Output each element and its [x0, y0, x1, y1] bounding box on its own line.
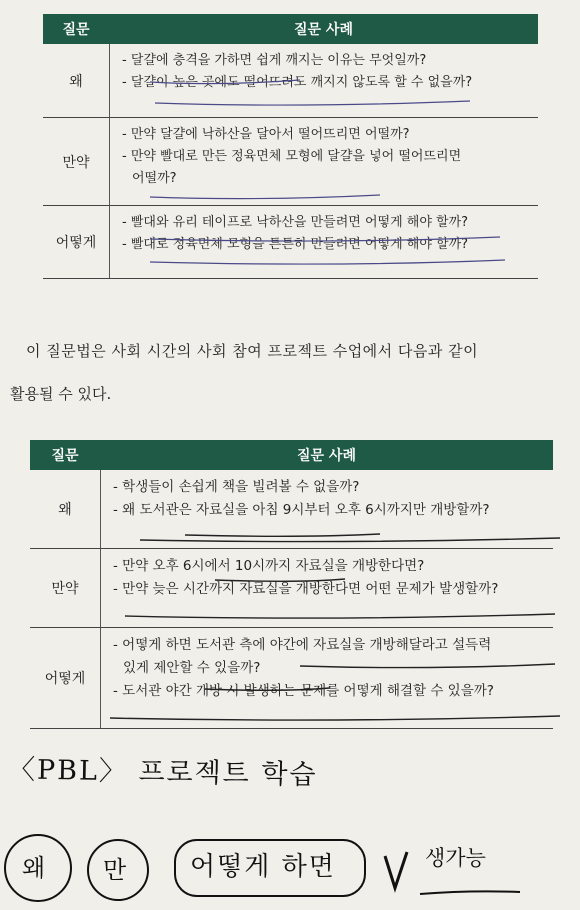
handwritten-note-pbl: 〈PBL〉 프로젝트 학습 — [7, 754, 318, 791]
handwritten-item: 만 — [103, 856, 127, 884]
question-type: 어떻게 — [43, 206, 110, 278]
example-line: - 만약 오후 6시에서 10시까지 자료실을 개방한다면? — [113, 558, 425, 574]
header-examples: 질문 사례 — [297, 448, 356, 464]
paragraph-line: 활용될 수 있다. — [10, 385, 112, 403]
header-examples: 질문 사례 — [294, 22, 353, 38]
example-line: - 달걀이 높은 곳에도 떨어뜨려도 깨지지 않도록 할 수 없을까? — [122, 75, 473, 90]
question-type: 만약 — [30, 549, 101, 627]
handwritten-item: 어떻게 하면 — [190, 852, 336, 882]
example-line: - 만약 늦은 시간까지 자료실을 개방한다면 어떤 문제가 발생할까? — [113, 581, 499, 597]
example-line: - 만약 달걀에 낙하산을 달아서 떨어뜨리면 어떨까? — [122, 127, 410, 142]
paragraph-line: 이 질문법은 사회 시간의 사회 참여 프로젝트 수업에서 다음과 같이 — [26, 342, 479, 360]
handwritten-item: 생가능 — [425, 846, 486, 870]
example-line: - 만약 빨대로 만든 정육면체 모형에 달걀을 넣어 떨어뜨리면 — [122, 149, 462, 164]
example-line: - 빨대로 정육면체 모형을 튼튼히 만들려면 어떻게 해야 할까? — [122, 237, 469, 252]
pencil-underlines-1 — [0, 0, 580, 300]
table-header — [30, 440, 553, 470]
question-type: 어떻게 — [30, 628, 101, 728]
question-type: 왜 — [30, 470, 101, 548]
handwritten-item: 왜 — [22, 854, 46, 882]
example-line: - 왜 도서관은 자료실을 아침 9시부터 오후 6시까지만 개방할까? — [113, 502, 490, 518]
header-question: 질문 — [51, 448, 79, 464]
question-type: 만약 — [43, 118, 110, 205]
example-line: 어떨까? — [132, 171, 177, 186]
example-line: - 도서관 야간 개방 시 발생하는 문제를 어떻게 해결할 수 있을까? — [113, 683, 494, 699]
example-line: - 달걀에 충격을 가하면 쉽게 깨지는 이유는 무엇일까? — [122, 53, 427, 68]
header-question: 질문 — [62, 22, 90, 38]
pen-underlines-2 — [0, 480, 580, 740]
example-line: - 학생들이 손쉽게 책을 빌려볼 수 없을까? — [113, 479, 360, 495]
example-line: - 빨대와 유리 테이프로 낙하산을 만들려면 어떻게 해야 할까? — [122, 215, 469, 230]
example-line: - 어떻게 하면 도서관 측에 야간에 자료실을 개방해달라고 설득력 — [113, 637, 492, 653]
example-line: 있게 제안할 수 있을까? — [123, 660, 261, 676]
question-type: 왜 — [43, 44, 110, 117]
